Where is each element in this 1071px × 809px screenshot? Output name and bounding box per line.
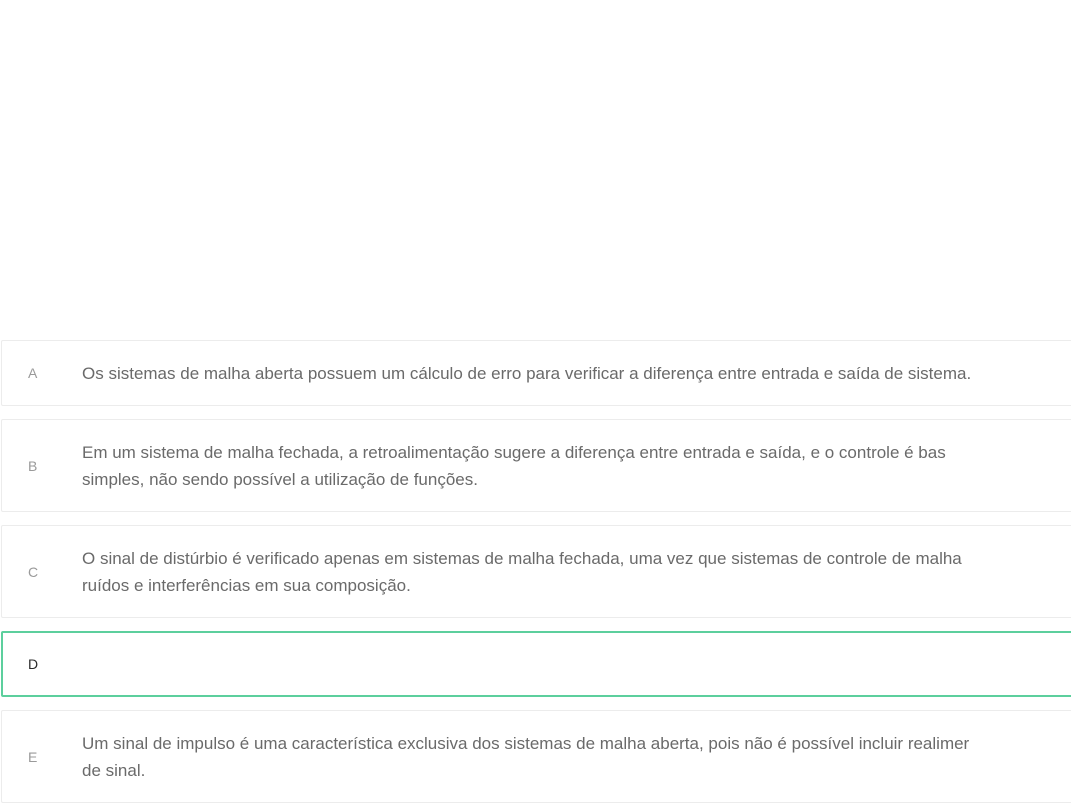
option-c[interactable] (1, 525, 1071, 618)
option-letter: C (28, 563, 39, 580)
option-a[interactable] (1, 340, 1071, 406)
option-text: Os sistemas de malha aberta possuem um cálculo de erro para verificar a diferença entre entrada e saída de sistema. (82, 363, 972, 383)
option-text (82, 545, 1071, 599)
option-b[interactable] (1, 419, 1071, 512)
answer-options (1, 340, 1071, 809)
option-d[interactable] (1, 631, 1071, 697)
option-text (82, 730, 1071, 784)
option-text-line: O sinal de distúrbio é verificado apenas em sistemas de malha fechada, uma vez que sistemas de controle de malha (82, 548, 962, 568)
option-text-line: simples, não sendo possível a utilização de funções. (82, 469, 478, 489)
option-letter: A (28, 365, 38, 381)
option-text (82, 439, 1071, 493)
option-text-line: ruídos e interferências em sua composição. (82, 575, 411, 595)
option-e[interactable] (1, 710, 1071, 803)
option-text-line: Um sinal de impulso é uma característica exclusiva dos sistemas de malha aberta, pois não é possível incluir realimer (82, 733, 970, 753)
option-letter: E (28, 748, 38, 765)
option-text-line: Em um sistema de malha fechada, a retroalimentação sugere a diferença entre entrada e saída, e o controle é bas (82, 442, 946, 462)
blank-area (0, 0, 1071, 340)
option-letter: B (28, 457, 38, 474)
option-letter: D (28, 656, 39, 672)
option-text-line: de sinal. (82, 760, 146, 780)
